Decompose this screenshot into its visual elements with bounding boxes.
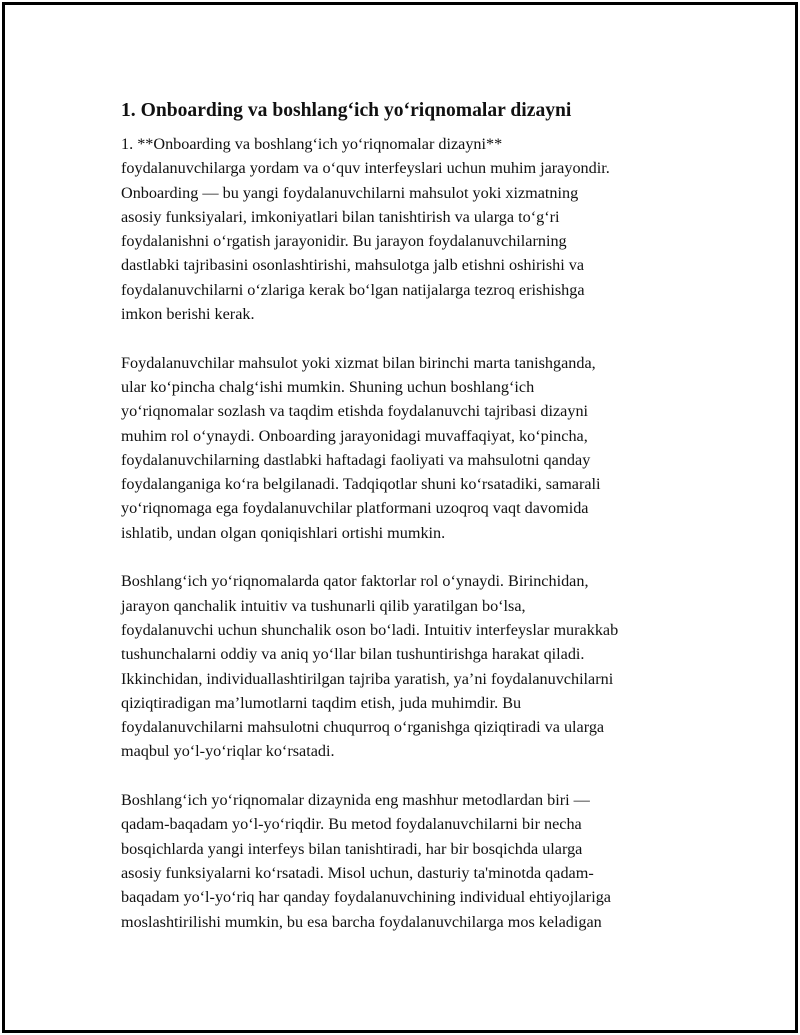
text-line: qiziqtiradigan ma’lumotlarni taqdim etish, juda muhimdir. Bu [121, 693, 522, 712]
paragraph-2 [121, 351, 693, 545]
text-line: bosqichlarda yangi interfeys bilan tanishtiradi, har bir bosqichda ularga [121, 839, 583, 858]
text-line: muhim rol o‘ynaydi. Onboarding jarayonidagi muvaffaqiyat, ko‘pincha, [121, 426, 588, 445]
text-line: qadam-baqadam yo‘l-yo‘riqdir. Bu metod foydalanuvchilarni bir necha [121, 815, 582, 834]
text-line: imkon berishi kerak. [121, 305, 255, 324]
text-line: asosiy funksiyalarni ko‘rsatadi. Misol uchun, dasturiy ta'minotda qadam- [121, 863, 594, 882]
text-line: Ikkinchidan, individuallashtirilgan tajriba yaratish, ya’ni foydalanuvchilarni [121, 669, 614, 688]
paragraph-gap [121, 545, 693, 569]
text-line: dastlabki tajribasini osonlashtirishi, mahsulotga jalb etishni oshirishi va [121, 256, 585, 275]
document-heading: 1. Onboarding va boshlang‘ich yo‘riqnomalar dizayni [121, 100, 572, 121]
text-line: foydalanuvchilarning dastlabki haftadagi faoliyati va mahsulotni qanday [121, 450, 591, 469]
text-line: asosiy funksiyalari, imkoniyatlari bilan tanishtirish va ularga to‘g‘ri [121, 207, 560, 226]
text-line: ular ko‘pincha chalg‘ishi mumkin. Shuning uchun boshlang‘ich [121, 377, 535, 396]
text-line: foydalanuvchilarni o‘zlariga kerak bo‘lgan natijalarga tezroq erishishga [121, 280, 585, 299]
text-line: yo‘riqnomalar sozlash va taqdim etishda foydalanuvchi tajribasi dizayni [121, 402, 589, 421]
text-line: foydalanuvchilarga yordam va o‘quv interfeyslari uchun muhim jarayondir. [121, 159, 610, 178]
paragraph-1 [121, 132, 693, 326]
text-line: Foydalanuvchilar mahsulot yoki xizmat bilan birinchi marta tanishganda, [121, 353, 596, 372]
paragraph-gap [121, 326, 693, 350]
text-line: moslashtirilishi mumkin, bu esa barcha foydalanuvchilarga mos keladigan [121, 912, 602, 931]
paragraph-gap [121, 764, 693, 788]
text-line: foydalanishni o‘rgatish jarayonidir. Bu jarayon foydalanuvchilarning [121, 232, 567, 251]
document-body [121, 98, 693, 934]
text-line: Onboarding — bu yangi foydalanuvchilarni mahsulot yoki xizmatning [121, 183, 579, 202]
text-line: Boshlang‘ich yo‘riqnomalarda qator faktorlar rol o‘ynaydi. Birinchidan, [121, 572, 589, 591]
text-line: jarayon qanchalik intuitiv va tushunarli qilib yaratilgan bo‘lsa, [121, 596, 526, 615]
paragraph-4 [121, 788, 693, 934]
text-line: foydalanuvchilarni mahsulotni chuqurroq o‘rganishga qiziqtiradi va ularga [121, 718, 605, 737]
text-line: yo‘riqnomaga ega foydalanuvchilar platformani uzoqroq vaqt davomida [121, 499, 589, 518]
page-frame [2, 2, 798, 1033]
text-line: maqbul yo‘l-yo‘riqlar ko‘rsatadi. [121, 742, 335, 761]
paragraph-3 [121, 569, 693, 763]
text-line: foydalanganiga ko‘ra belgilanadi. Tadqiqotlar shuni ko‘rsatadiki, samarali [121, 475, 601, 494]
text-line: 1. **Onboarding va boshlang‘ich yo‘riqnomalar dizayni** [121, 135, 503, 153]
text-line: ishlatib, undan olgan qoniqishlari ortishi mumkin. [121, 523, 446, 542]
text-line: Boshlang‘ich yo‘riqnomalar dizaynida eng mashhur metodlardan biri — [121, 791, 590, 810]
text-line: foydalanuvchi uchun shunchalik oson bo‘ladi. Intuitiv interfeyslar murakkab [121, 620, 619, 639]
text-line: baqadam yo‘l-yo‘riq har qanday foydalanuvchining individual ehtiyojlariga [121, 888, 611, 907]
text-line: tushunchalarni oddiy va aniq yo‘llar bilan tushuntirishga harakat qiladi. [121, 645, 585, 664]
